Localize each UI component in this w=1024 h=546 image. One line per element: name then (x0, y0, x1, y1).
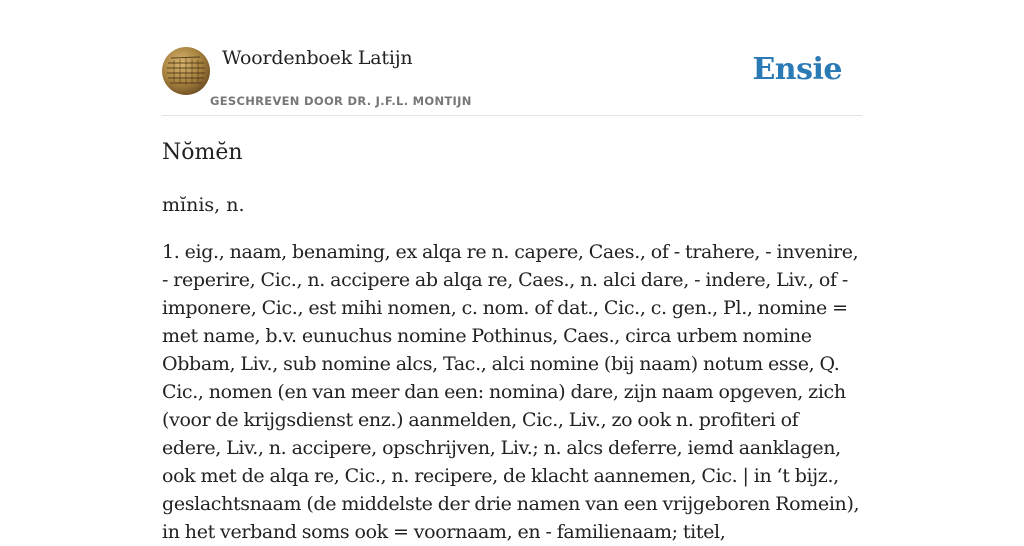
latin-inscription-coin-icon (162, 47, 210, 95)
author-line[interactable]: GESCHREVEN DOOR DR. J.F.L. MONTIJN (210, 94, 472, 108)
book-title[interactable]: Woordenboek Latijn (222, 47, 413, 69)
ensie-logo-link[interactable]: Ensie (752, 52, 842, 87)
header-divider (162, 115, 862, 116)
entry-definition: 1. eig., naam, benaming, ex alqa re n. capere, Caes., of - trahere, - invenire, - reperire, Cic., n. accipere ab alqa re, Caes., n. alci dare, - indere, Liv., of - imponere, Cic., est mihi nomen, c. nom. of dat., Cic., c. gen., Pl., nomine = met name, b.v. eunuchus nomine Pothinus, Caes., circa urbem nomine Obbam, Liv., sub nomine alcs, Tac., alci nomine (bij naam) notum esse, Q. Cic., nomen (en van meer dan een: nomina) dare, zijn naam opgeven, zich (voor de krijgsdienst enz.) aanmelden, Cic., Liv., zo ook n. profiteri of edere, Liv., n. accipere, opschrijven, Liv.; n. alcs deferre, iemd aanklagen, ook met de alqa re, Cic., n. recipere, de klacht aannemen, Cic. | in ‘t bijz., geslachtsnaam (de middelste der drie namen van een vrijgeboren Romein), in het verband soms ook = voornaam, en - familienaam; titel, (162, 241, 860, 543)
header (162, 46, 862, 116)
entry-grammar: mĭnis, n. (162, 194, 245, 216)
entry-headword: Nŏmĕn (162, 140, 243, 165)
book-cover-avatar[interactable] (162, 47, 210, 95)
